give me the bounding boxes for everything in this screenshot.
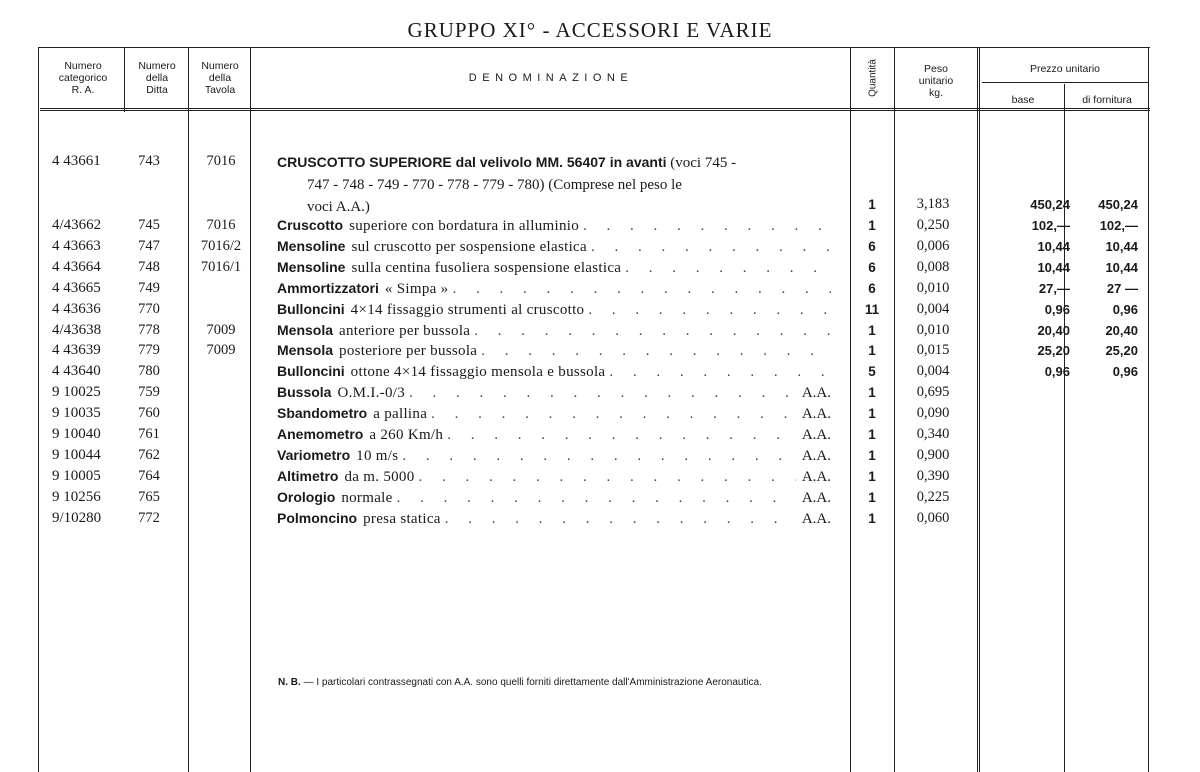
row-prezzo-fornitura: 0,96 (1112, 302, 1138, 317)
row-peso: 0,695 (916, 384, 950, 400)
item-desc: sul cruscotto per sospensione elastica (351, 239, 587, 255)
row-peso: 0,004 (916, 363, 950, 379)
header-denominazione: DENOMINAZIONE (468, 72, 634, 84)
item-name: Polmoncino (277, 510, 358, 526)
row-denominazione (277, 151, 837, 218)
item-note: A.A. (801, 490, 831, 506)
row-quantita: 6 (868, 260, 876, 275)
footnote-label: N. B. (278, 677, 301, 688)
item-desc-line2: 747 - 748 - 749 - 770 - 778 - 779 - 780) (Comprese nel peso le (307, 177, 682, 193)
row-quantita: 6 (868, 281, 876, 296)
row-prezzo-fornitura: 20,40 (1105, 323, 1138, 338)
col-divider-tavola (250, 47, 251, 772)
dot-leader (409, 385, 796, 402)
row-quantita: 6 (868, 239, 876, 254)
row-prezzo-fornitura: 102,— (1099, 218, 1138, 233)
item-desc: anteriore per bussola (339, 323, 471, 339)
row-prezzo-fornitura: 27 — (1106, 281, 1138, 296)
row-tavola-number: 7009 (206, 342, 236, 358)
price-subheader-line (982, 82, 1148, 83)
row-prezzo-fornitura: 450,24 (1098, 197, 1138, 212)
row-quantita: 1 (868, 197, 876, 212)
row-denominazione (277, 301, 831, 319)
row-prezzo-base: 25,20 (1037, 343, 1070, 358)
header-peso-unitario: Peso unitario kg. (918, 63, 954, 99)
item-name: CRUSCOTTO SUPERIORE dal velivolo MM. 56407 in avanti (277, 154, 667, 170)
item-name: Sbandometro (277, 405, 368, 421)
row-ditta-number: 770 (138, 301, 160, 317)
row-quantita: 1 (868, 385, 876, 400)
header-numero-tavola: Numero della Tavola (201, 60, 239, 96)
item-note: A.A. (801, 448, 831, 464)
row-peso: 0,390 (916, 468, 950, 484)
item-desc: da m. 5000 (344, 469, 415, 485)
row-cat-number: 4 43640 (52, 363, 101, 379)
item-name: Mensola (277, 342, 334, 358)
dot-leader (609, 364, 831, 381)
row-peso: 3,183 (916, 196, 950, 212)
row-ditta-number: 765 (138, 489, 160, 505)
row-prezzo-base: 0,96 (1044, 302, 1070, 317)
page-title: GRUPPO XI° - ACCESSORI E VARIE (407, 18, 773, 42)
row-denominazione (277, 426, 831, 444)
row-ditta-number: 762 (138, 447, 160, 463)
row-cat-number: 9 10044 (52, 447, 101, 463)
col-divider-quantita (894, 47, 895, 772)
row-tavola-number: 7016 (206, 217, 236, 233)
row-quantita: 1 (868, 218, 876, 233)
header-numero-ditta: Numero della Ditta (138, 60, 176, 96)
item-desc: O.M.I.-0/3 (337, 385, 406, 401)
col-divider-cat (124, 47, 125, 112)
row-quantita: 1 (868, 469, 876, 484)
row-prezzo-base: 10,44 (1037, 260, 1070, 275)
item-desc: 10 m/s (356, 448, 399, 464)
table-right-border (1148, 47, 1149, 772)
row-prezzo-base: 10,44 (1037, 239, 1070, 254)
footnote (278, 676, 838, 690)
col-divider-peso (977, 47, 980, 772)
row-peso: 0,340 (916, 426, 950, 442)
row-prezzo-base: 20,40 (1037, 323, 1070, 338)
item-name: Ammortizzatori (277, 280, 379, 296)
row-peso: 0,006 (916, 238, 950, 254)
row-cat-number: 9 10005 (52, 468, 101, 484)
row-quantita: 1 (868, 511, 876, 526)
table-left-border (38, 47, 39, 772)
header-separator (40, 108, 1150, 111)
row-cat-number: 4 43665 (52, 280, 101, 296)
row-ditta-number: 761 (138, 426, 160, 442)
row-prezzo-base: 450,24 (1030, 197, 1070, 212)
row-cat-number: 9/10280 (52, 510, 102, 526)
row-denominazione (277, 405, 831, 423)
row-peso: 0,010 (916, 280, 950, 296)
item-name: Orologio (277, 489, 336, 505)
item-name: Mensoline (277, 238, 346, 254)
item-desc: a 260 Km/h (369, 427, 444, 443)
header-numero-categorico: Numero categorico R. A. (58, 60, 108, 96)
dot-leader (397, 490, 796, 507)
row-quantita: 1 (868, 448, 876, 463)
row-tavola-number: 7016 (206, 153, 236, 169)
item-name: Cruscotto (277, 217, 344, 233)
row-peso: 0,900 (916, 447, 950, 463)
item-name: Anemometro (277, 426, 364, 442)
row-denominazione (277, 510, 831, 528)
row-cat-number: 9 10025 (52, 384, 101, 400)
row-cat-number: 9 10035 (52, 405, 101, 421)
row-ditta-number: 760 (138, 405, 160, 421)
item-desc: 4×14 fissaggio strumenti al cruscotto (350, 302, 585, 318)
row-tavola-number: 7016/1 (200, 259, 242, 275)
row-cat-number: 4 43663 (52, 238, 101, 254)
item-name: Mensoline (277, 259, 346, 275)
dot-leader (452, 281, 831, 298)
header-quantita: Quantità (867, 59, 879, 97)
row-cat-number: 4 43661 (52, 153, 101, 169)
item-name: Bussola (277, 384, 332, 400)
col-divider-ditta (188, 47, 189, 772)
row-tavola-number: 7016/2 (200, 238, 242, 254)
item-name: Mensola (277, 322, 334, 338)
item-note: A.A. (801, 469, 831, 485)
row-peso: 0,008 (916, 259, 950, 275)
header-prezzo-base: base (1011, 94, 1035, 106)
row-prezzo-fornitura: 10,44 (1105, 239, 1138, 254)
dot-leader (591, 239, 831, 256)
row-denominazione (277, 217, 831, 235)
row-prezzo-base: 27,— (1038, 281, 1070, 296)
row-peso: 0,090 (916, 405, 950, 421)
row-peso: 0,010 (916, 322, 950, 338)
item-name: Altimetro (277, 468, 339, 484)
item-desc: « Simpa » (384, 281, 449, 297)
item-desc: superiore con bordatura in alluminio (349, 218, 580, 234)
row-prezzo-base: 102,— (1031, 218, 1070, 233)
row-cat-number: 9 10256 (52, 489, 101, 505)
row-quantita: 1 (868, 406, 876, 421)
row-denominazione (277, 259, 831, 277)
dot-leader (481, 343, 831, 360)
row-denominazione (277, 363, 831, 381)
dot-leader (625, 260, 831, 277)
item-desc: posteriore per bussola (339, 343, 478, 359)
item-desc: presa statica (363, 511, 441, 527)
dot-leader (588, 302, 831, 319)
dot-leader (402, 448, 795, 465)
item-desc-line3: voci A.A.) (307, 199, 370, 215)
row-prezzo-base: 0,96 (1044, 364, 1070, 379)
dot-leader (583, 218, 831, 235)
item-note: A.A. (801, 385, 831, 401)
row-quantita: 5 (868, 364, 876, 379)
row-prezzo-fornitura: 25,20 (1105, 343, 1138, 358)
item-note: A.A. (801, 427, 831, 443)
row-denominazione (277, 384, 831, 402)
row-ditta-number: 743 (138, 153, 160, 169)
row-quantita: 1 (868, 323, 876, 338)
row-peso: 0,015 (916, 342, 950, 358)
row-quantita: 11 (864, 302, 880, 317)
item-desc: sulla centina fusoliera sospensione elastica (351, 260, 622, 276)
dot-leader (419, 469, 796, 486)
dot-leader (474, 323, 831, 340)
item-desc-line1: (voci 745 - (670, 155, 737, 171)
row-denominazione (277, 489, 831, 507)
table-top-border (38, 47, 1150, 48)
item-desc: ottone 4×14 fissaggio mensola e bussola (350, 364, 606, 380)
row-denominazione (277, 322, 831, 340)
row-quantita: 1 (868, 490, 876, 505)
col-divider-base (1064, 84, 1065, 772)
item-name: Bulloncini (277, 301, 345, 317)
header-prezzo-unitario: Prezzo unitario (1029, 63, 1101, 75)
row-cat-number: 4/43638 (52, 322, 102, 338)
item-note: A.A. (801, 511, 831, 527)
row-denominazione (277, 238, 831, 256)
row-quantita: 1 (868, 343, 876, 358)
row-ditta-number: 780 (138, 363, 160, 379)
item-name: Variometro (277, 447, 351, 463)
dot-leader (445, 511, 796, 528)
row-peso: 0,060 (916, 510, 950, 526)
item-desc: a pallina (373, 406, 428, 422)
row-denominazione (277, 342, 831, 360)
row-denominazione (277, 280, 831, 298)
item-note: A.A. (801, 406, 831, 422)
row-cat-number: 4/43662 (52, 217, 102, 233)
row-cat-number: 4 43664 (52, 259, 101, 275)
col-divider-denominazione (850, 47, 851, 772)
header-prezzo-fornitura: di fornitura (1082, 94, 1132, 106)
row-ditta-number: 764 (138, 468, 160, 484)
dot-leader (431, 406, 796, 423)
dot-leader (447, 427, 796, 444)
row-cat-number: 9 10040 (52, 426, 101, 442)
row-denominazione (277, 447, 831, 465)
row-ditta-number: 779 (138, 342, 160, 358)
item-desc: normale (341, 490, 393, 506)
item-name: Bulloncini (277, 363, 345, 379)
row-ditta-number: 778 (138, 322, 160, 338)
row-cat-number: 4 43639 (52, 342, 101, 358)
row-ditta-number: 745 (138, 217, 160, 233)
row-peso: 0,250 (916, 217, 950, 233)
row-prezzo-fornitura: 0,96 (1112, 364, 1138, 379)
row-peso: 0,004 (916, 301, 950, 317)
row-peso: 0,225 (916, 489, 950, 505)
row-ditta-number: 749 (138, 280, 160, 296)
row-prezzo-fornitura: 10,44 (1105, 260, 1138, 275)
row-ditta-number: 759 (138, 384, 160, 400)
row-ditta-number: 747 (138, 238, 160, 254)
row-tavola-number: 7009 (206, 322, 236, 338)
row-cat-number: 4 43636 (52, 301, 101, 317)
row-ditta-number: 748 (138, 259, 160, 275)
row-ditta-number: 772 (138, 510, 160, 526)
row-quantita: 1 (868, 427, 876, 442)
footnote-text: — I particolari contrassegnati con A.A. sono quelli forniti direttamente dall'Amministrazione Aeronautica. (303, 677, 762, 688)
row-denominazione (277, 468, 831, 486)
